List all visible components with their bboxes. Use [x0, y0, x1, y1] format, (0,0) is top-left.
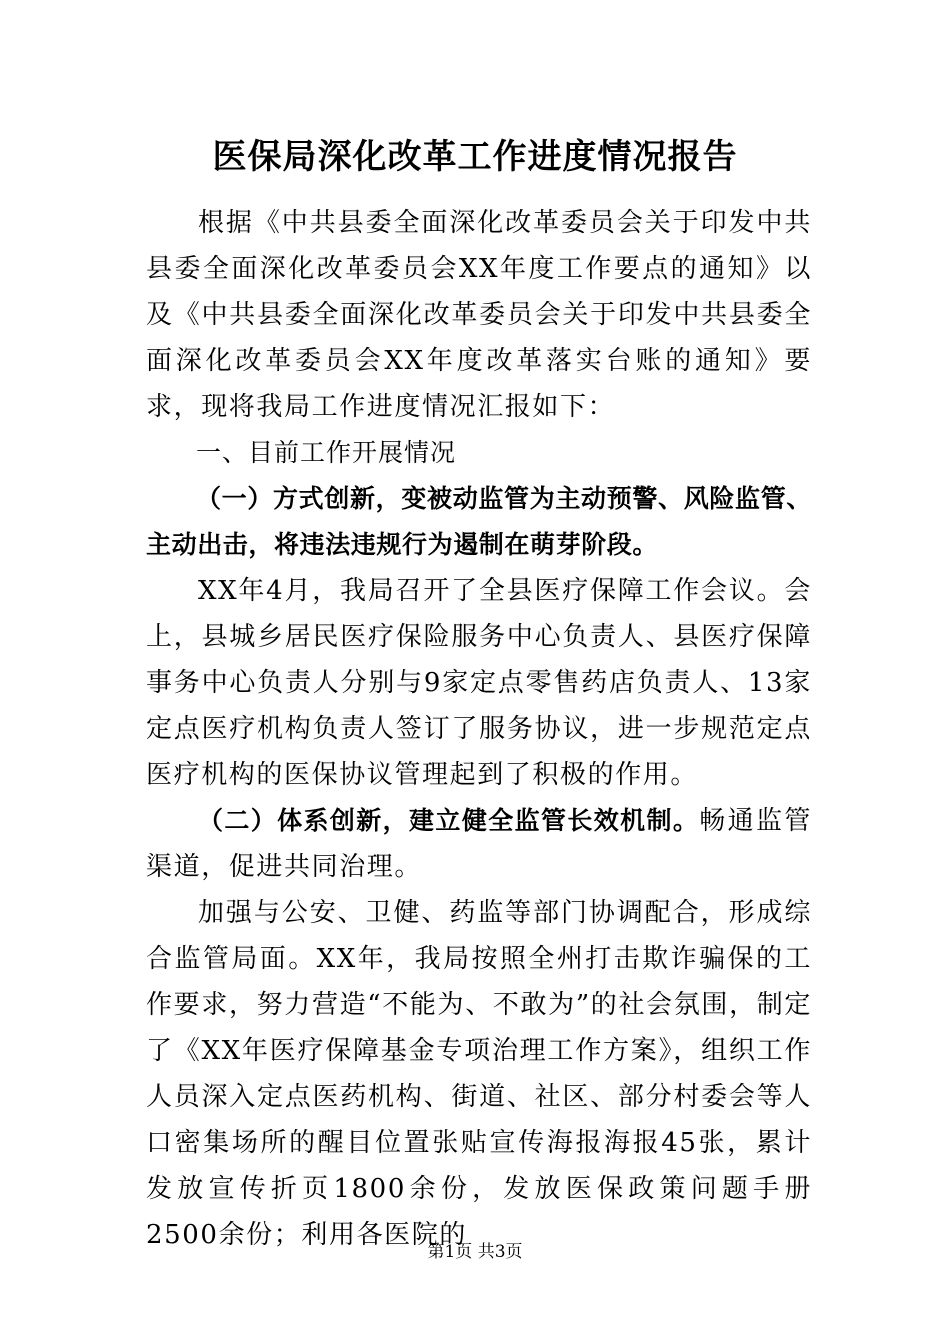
document-title: 医保局深化改革工作进度情况报告 [212, 137, 738, 177]
item1-paragraph: XX年4月，我局召开了全县医疗保障工作会议。会上，县城乡居民医疗保险服务中心负责人、县医疗保障事务中心负责人分别与9家定点零售药店负责人、13家定点医疗机构负责人签订了服务协议，进一步规范定点医疗机构的医保协议管理起到了积极的作用。 [146, 576, 812, 790]
section-heading: 一、目前工作开展情况 [196, 438, 457, 467]
item2-heading-paragraph [146, 798, 812, 890]
item2-heading: （二）体系创新，建立健全监管长效机制。 [198, 806, 700, 835]
item2-paragraph: 加强与公安、卫健、药监等部门协调配合，形成综合监管局面。XX年，我局按照全州打击欺诈骗保的工作要求，努力营造“不能为、不敢为”的社会氛围，制定了《XX年医疗保障基金专项治理工作方案》，组织工作人员深入定点医药机构、街道、社区、部分村委会等人口密集场所的醒目位置张贴宣传海报海报45张，累计发放宣传折页1800余份，发放医保政策问题手册2500余份；利用各医院的 [146, 898, 812, 1250]
document-body [146, 200, 812, 1258]
page-footer: 第1页 共3页 [427, 1242, 523, 1262]
item1-heading: （一）方式创新，变被动监管为主动预警、风险监管、主动出击，将违法违规行为遏制在萌芽阶段。 [146, 484, 812, 559]
item2-heading-tail: 畅通监管渠道，促进共同治理。 [146, 806, 812, 882]
intro-paragraph: 根据《中共县委全面深化改革委员会关于印发中共县委全面深化改革委员会XX年度工作要点的通知》以及《中共县委全面深化改革委员会关于印发中共县委全面深化改革委员会XX年度改革落实台账的通知》要求，现将我局工作进度情况汇报如下： [146, 208, 812, 422]
